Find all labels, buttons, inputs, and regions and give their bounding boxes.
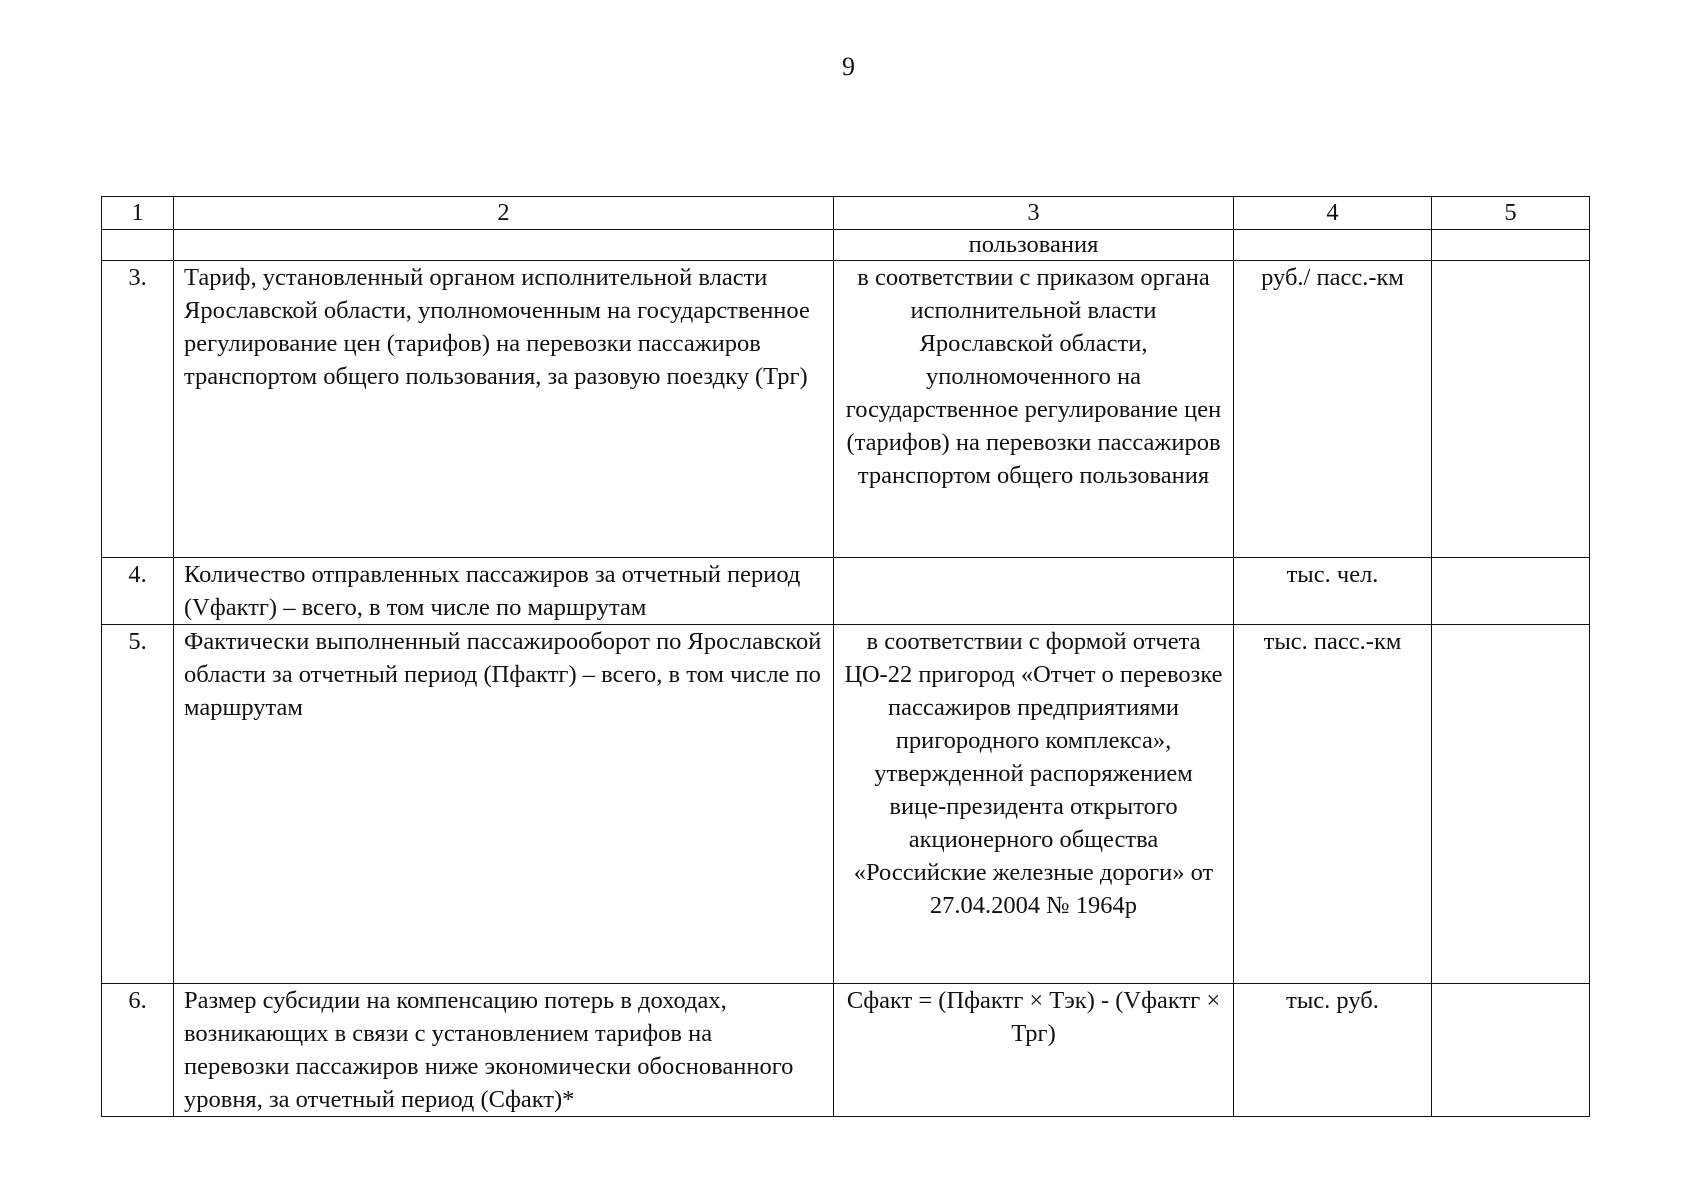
page-number: 9 [842, 52, 855, 81]
row-value [1432, 984, 1590, 1117]
table-header-row [102, 197, 1590, 230]
table-row [102, 625, 1590, 984]
row-name: Фактически выполненный пассажирооборот по Ярославской области за отчетный период (Пфактг) – всего, в том числе по маршрутам [174, 625, 834, 984]
continuation-cell-4 [1234, 230, 1432, 261]
row-unit: тыс. руб. [1234, 984, 1432, 1117]
row-value [1432, 558, 1590, 625]
row-unit: тыс. чел. [1234, 558, 1432, 625]
row-number: 4. [102, 558, 174, 625]
row-name: Количество отправленных пассажиров за отчетный период (Vфактг) – всего, в том числе по маршрутам [174, 558, 834, 625]
row-value [1432, 625, 1590, 984]
row-source [834, 558, 1234, 625]
row-unit: руб./ пасс.-км [1234, 261, 1432, 558]
table-row [102, 984, 1590, 1117]
row-source: Сфакт = (Пфактг × Тэк) - (Vфактг × Трг) [834, 984, 1234, 1117]
continuation-cell-3: пользования [834, 230, 1234, 261]
table-row [102, 558, 1590, 625]
row-number: 6. [102, 984, 174, 1117]
row-number: 5. [102, 625, 174, 984]
continuation-cell-1 [102, 230, 174, 261]
row-number: 3. [102, 261, 174, 558]
header-col-5: 5 [1432, 197, 1590, 230]
row-value [1432, 261, 1590, 558]
continuation-row [102, 230, 1590, 261]
row-unit: тыс. пасс.-км [1234, 625, 1432, 984]
header-col-1: 1 [102, 197, 174, 230]
header-col-2: 2 [174, 197, 834, 230]
row-name: Тариф, установленный органом исполнительной власти Ярославской области, уполномоченным на государственное регулирование цен (тарифов) на перевозки пассажиров транспортом общего пользования, за разовую поездку (Трг) [174, 261, 834, 558]
row-source: в соответствии с приказом органа исполнительной власти Ярославской области, уполномоченного на государственное регулирование цен (тарифов) на перевозки пассажиров транспортом общего пользования [834, 261, 1234, 558]
data-table [101, 196, 1590, 1117]
header-col-4: 4 [1234, 197, 1432, 230]
header-col-3: 3 [834, 197, 1234, 230]
row-name: Размер субсидии на компенсацию потерь в доходах, возникающих в связи с установлением тарифов на перевозки пассажиров ниже экономически обоснованного уровня, за отчетный период (Сфакт)* [174, 984, 834, 1117]
continuation-cell-5 [1432, 230, 1590, 261]
table-row [102, 261, 1590, 558]
row-source: в соответствии с формой отчета ЦО-22 пригород «Отчет о перевозке пассажиров предприятиями пригородного комплекса», утвержденной распоряжением вице-президента открытого акционерного общества «Российские железные дороги» от 27.04.2004 № 1964р [834, 625, 1234, 984]
continuation-cell-2 [174, 230, 834, 261]
